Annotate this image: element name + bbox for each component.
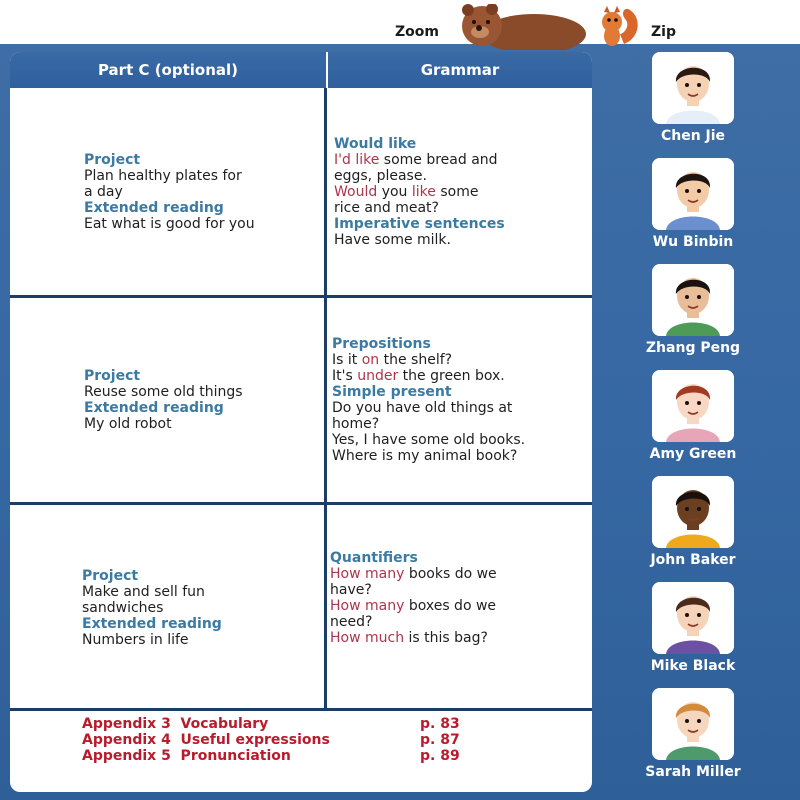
avatar bbox=[652, 52, 734, 124]
character-card bbox=[643, 158, 743, 250]
row-1-project-cell bbox=[84, 152, 255, 232]
appendix-page: p. 87 bbox=[420, 732, 460, 748]
avatar bbox=[652, 476, 734, 548]
child-portrait-icon bbox=[652, 158, 734, 230]
grammar-text: Have some milk. bbox=[334, 232, 451, 248]
section-heading: Project bbox=[84, 152, 141, 168]
grammar-heading: Simple present bbox=[332, 384, 452, 400]
appendix-page: p. 83 bbox=[420, 716, 460, 732]
project-text: My old robot bbox=[84, 416, 172, 432]
grammar-text: some bread and bbox=[379, 152, 498, 168]
grammar-text: is this bag? bbox=[404, 630, 488, 646]
highlighted-phrase: I'd like bbox=[334, 152, 380, 168]
character-name: Amy Green bbox=[649, 446, 737, 462]
section-heading: Extended reading bbox=[84, 200, 224, 216]
grammar-line bbox=[330, 566, 497, 582]
section-heading: Extended reading bbox=[82, 616, 222, 632]
child-portrait-icon bbox=[652, 264, 734, 336]
appendix-label: Appendix 5 Pronunciation bbox=[82, 748, 291, 764]
grammar-line bbox=[332, 432, 525, 448]
grammar-line bbox=[332, 368, 525, 384]
grammar-heading: Prepositions bbox=[332, 336, 431, 352]
grammar-heading: Imperative sentences bbox=[334, 216, 505, 232]
grammar-line bbox=[334, 200, 505, 216]
grammar-text: It's bbox=[332, 368, 358, 384]
appendix-pages bbox=[420, 716, 460, 764]
grammar-line bbox=[334, 184, 505, 200]
grammar-text: the green box. bbox=[398, 368, 505, 384]
grammar-text: Do you have old things at bbox=[332, 400, 513, 416]
grammar-line bbox=[334, 216, 505, 232]
project-text: Make and sell fun bbox=[82, 584, 205, 600]
header-grammar: Grammar bbox=[420, 61, 500, 79]
grammar-heading: Would like bbox=[334, 136, 417, 152]
character-card bbox=[643, 52, 743, 144]
grammar-line bbox=[334, 136, 505, 152]
grammar-line bbox=[334, 168, 505, 184]
grammar-line bbox=[332, 400, 525, 416]
avatar bbox=[652, 264, 734, 336]
grammar-text: the shelf? bbox=[379, 352, 453, 368]
grammar-line bbox=[330, 598, 497, 614]
character-name: John Baker bbox=[650, 552, 736, 568]
grammar-line bbox=[332, 336, 525, 352]
section-heading: Project bbox=[82, 568, 139, 584]
grammar-text: Yes, I have some old books. bbox=[332, 432, 526, 448]
avatar bbox=[652, 688, 734, 760]
character-name: Zhang Peng bbox=[645, 340, 741, 356]
appendix-page: p. 89 bbox=[420, 748, 460, 764]
child-portrait-icon bbox=[652, 370, 734, 442]
project-text: Reuse some old things bbox=[84, 384, 243, 400]
row-divider-1 bbox=[10, 295, 592, 298]
grammar-text: home? bbox=[332, 416, 380, 432]
grammar-line bbox=[332, 448, 525, 464]
row-divider-2 bbox=[10, 502, 592, 505]
highlighted-phrase: like bbox=[411, 184, 436, 200]
row-2-project-cell bbox=[84, 368, 243, 432]
grammar-line bbox=[330, 550, 497, 566]
grammar-line bbox=[332, 384, 525, 400]
grammar-line bbox=[330, 630, 497, 646]
character-name: Mike Black bbox=[650, 658, 736, 674]
grammar-text: boxes do we bbox=[404, 598, 497, 614]
row-3-project-cell bbox=[82, 568, 222, 648]
appendix-label: Appendix 4 Useful expressions bbox=[82, 732, 330, 748]
grammar-text: Is it bbox=[332, 352, 362, 368]
grammar-line bbox=[332, 352, 525, 368]
bear-mascot-icon bbox=[452, 4, 592, 50]
highlighted-phrase: on bbox=[361, 352, 380, 368]
character-name: Sarah Miller bbox=[645, 764, 741, 780]
character-card bbox=[643, 476, 743, 568]
project-text: a day bbox=[84, 184, 123, 200]
avatar bbox=[652, 370, 734, 442]
grammar-text: you bbox=[377, 184, 412, 200]
grammar-text: Where is my animal book? bbox=[332, 448, 518, 464]
highlighted-phrase: How many bbox=[330, 566, 405, 582]
project-text: sandwiches bbox=[82, 600, 164, 616]
grammar-line bbox=[330, 582, 497, 598]
grammar-text: need? bbox=[330, 614, 373, 630]
grammar-text: rice and meat? bbox=[334, 200, 439, 216]
child-portrait-icon bbox=[652, 476, 734, 548]
appendix-label: Appendix 3 Vocabulary bbox=[82, 716, 269, 732]
child-portrait-icon bbox=[652, 688, 734, 760]
column-divider bbox=[324, 88, 327, 708]
character-name: Chen Jie bbox=[660, 128, 726, 144]
character-name: Wu Binbin bbox=[652, 234, 734, 250]
grammar-line bbox=[332, 416, 525, 432]
row-divider-3 bbox=[10, 708, 592, 711]
highlighted-phrase: How much bbox=[330, 630, 405, 646]
zip-label: Zip bbox=[651, 24, 676, 40]
highlighted-phrase: Would bbox=[334, 184, 378, 200]
project-text: Numbers in life bbox=[82, 632, 189, 648]
character-card bbox=[643, 688, 743, 780]
row-3-grammar-cell bbox=[330, 550, 497, 646]
child-portrait-icon bbox=[652, 582, 734, 654]
avatar bbox=[652, 158, 734, 230]
grammar-text: books do we bbox=[404, 566, 497, 582]
appendix-list bbox=[82, 716, 330, 764]
character-card bbox=[643, 264, 743, 356]
project-text: Eat what is good for you bbox=[84, 216, 255, 232]
character-card bbox=[643, 582, 743, 674]
zoom-label: Zoom bbox=[395, 24, 439, 40]
table-header bbox=[10, 52, 592, 88]
grammar-line bbox=[334, 152, 505, 168]
grammar-text: eggs, please. bbox=[334, 168, 427, 184]
grammar-heading: Quantifiers bbox=[330, 550, 418, 566]
highlighted-phrase: under bbox=[357, 368, 399, 384]
section-heading: Extended reading bbox=[84, 400, 224, 416]
grammar-text: have? bbox=[330, 582, 372, 598]
highlighted-phrase: How many bbox=[330, 598, 405, 614]
project-text: Plan healthy plates for bbox=[84, 168, 242, 184]
grammar-line bbox=[334, 232, 505, 248]
grammar-line bbox=[330, 614, 497, 630]
curriculum-table bbox=[10, 52, 592, 792]
section-heading: Project bbox=[84, 368, 141, 384]
grammar-text: some bbox=[435, 184, 479, 200]
squirrel-mascot-icon bbox=[594, 4, 642, 48]
row-1-grammar-cell bbox=[334, 136, 505, 248]
avatar bbox=[652, 582, 734, 654]
child-portrait-icon bbox=[652, 52, 734, 124]
header-part-c: Part C (optional) bbox=[97, 61, 239, 79]
row-2-grammar-cell bbox=[332, 336, 525, 464]
character-card bbox=[643, 370, 743, 462]
